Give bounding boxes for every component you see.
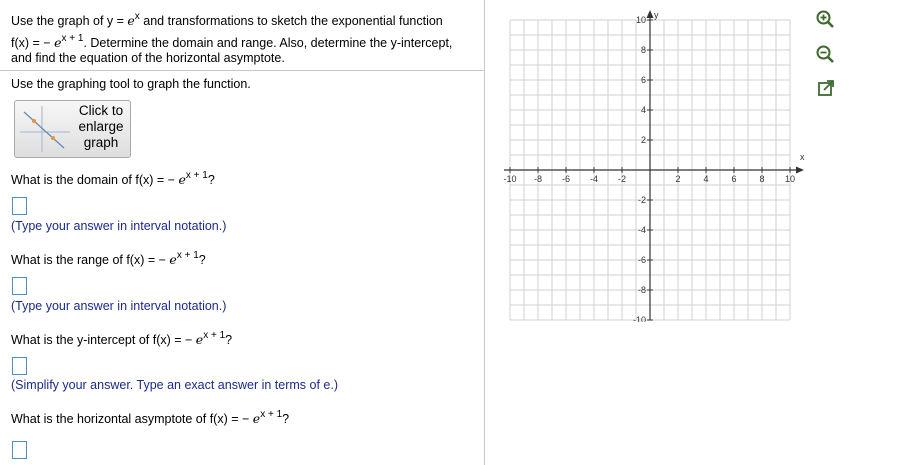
graph-thumbnail-icon [20,106,70,152]
question-text [11,9,481,68]
y-tick-label: -4 [637,225,646,235]
range-hint: (Type your answer in interval notation.) [11,299,227,313]
x-tick-label: -4 [589,174,599,184]
x-tick-label: 10 [784,174,796,184]
domain-hint: (Type your answer in interval notation.) [11,219,227,233]
x-axis-label: x [800,152,805,162]
instruction-text: Use the graphing tool to graph the function. [11,77,251,91]
y-tick-label: 4 [640,105,646,115]
asymptote-question: What is the horizontal asymptote of f(x) = − $e^{x + 1}$? [11,409,290,427]
x-tick-label: 2 [675,174,681,184]
question-line-3: and find the equation of the horizontal asymptote. [11,51,285,66]
asymptote-answer-box[interactable] [12,441,27,459]
y-tick-label: -8 [637,285,646,295]
panel-divider [484,0,485,465]
x-tick-label: -8 [533,174,543,184]
x-tick-label: 6 [731,174,737,184]
y-tick-label: -2 [637,195,646,205]
x-axis-arrow [796,167,804,174]
question-line-2: f(x) = − $e^{x + 1}$. Determine the domain and range. Also, determine the y-intercept, [11,32,453,50]
zoom-out-icon[interactable] [815,44,835,64]
y-axis-arrow [647,10,654,18]
y-tick-label: -6 [637,255,646,265]
enlarge-graph-button[interactable] [14,100,131,158]
divider [0,70,484,71]
y-intercept-question: What is the y-intercept of f(x) = − $e^{x + 1}$? [11,330,233,348]
y-intercept-answer-box[interactable] [12,357,27,375]
y-tick-label: 8 [640,45,646,55]
zoom-in-icon[interactable] [815,9,835,29]
graphing-area[interactable] [500,10,812,322]
y-tick-label: 10 [635,15,646,25]
range-question: What is the range of f(x) = − $e^{x + 1}$? [11,250,206,268]
popout-icon[interactable] [816,78,836,98]
x-tick-label: -2 [617,174,627,184]
x-tick-label: 4 [703,174,709,184]
y-tick-label: 6 [640,75,646,85]
y-tick-label: 2 [640,135,646,145]
y-intercept-hint: (Simplify your answer. Type an exact answer in terms of e.) [11,378,338,392]
y-tick-label: -10 [632,315,646,322]
x-tick-label: 8 [759,174,765,184]
x-tick-label: -10 [503,174,517,184]
domain-question: What is the domain of f(x) = − $e^{x + 1}$? [11,170,215,188]
x-tick-label: -6 [561,174,571,184]
domain-answer-box[interactable] [12,197,27,215]
question-line-1: Use the graph of $y = e^x$ and transformations to sketch the exponential function [11,11,443,29]
enlarge-graph-label: Click to enlarge graph [78,103,124,150]
range-answer-box[interactable] [12,277,27,295]
y-axis-label: y [654,10,659,20]
